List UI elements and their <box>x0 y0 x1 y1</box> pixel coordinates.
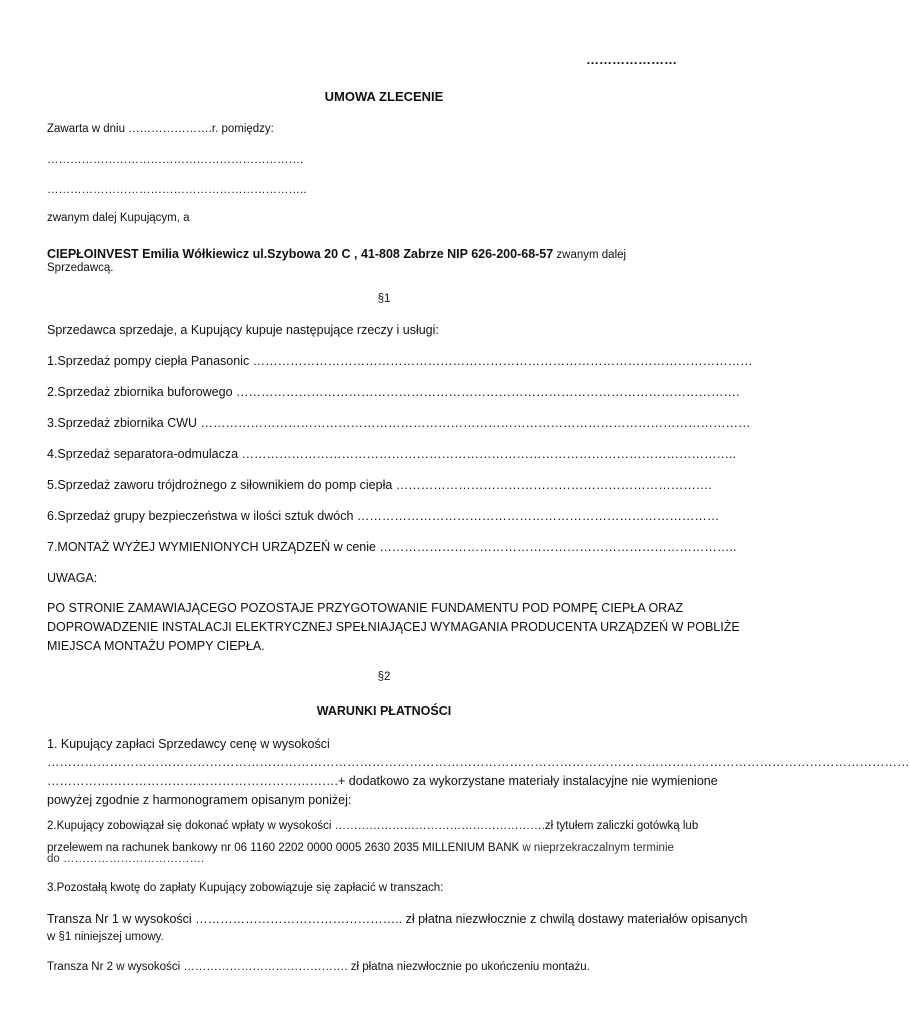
payment-p3: 3.Pozostałą kwotę do zapłaty Kupujący zobowiązuje się zapłacić w transzach: <box>47 882 444 894</box>
seller-name: CIEPŁOINVEST Emilia Wółkiewicz ul.Szybowa 20 C , 41-808 Zabrze NIP 626-200-68-57 <box>47 247 554 261</box>
deadline-text: w nieprzekraczalnym terminie <box>519 842 674 854</box>
note-line-3: MIEJSCA MONTAŻU POMPY CIEPŁA. <box>47 639 265 653</box>
section1-mark: §1 <box>377 293 391 305</box>
payment-p1-line-3: …………………………………………………………….+ dodatkowo za wykorzystane materiały instalacyjne nie wymienione <box>47 774 718 788</box>
seller-tail: zwanym dalej <box>553 249 627 261</box>
section2-mark: §2 <box>377 671 391 683</box>
list-item: 4.Sprzedaż separatora-odmulacza ……………………………………………………………………………………………………….. <box>47 447 736 461</box>
list-item: 2.Sprzedaż zbiornika buforowego …………………………………………………………………………………………………………. <box>47 385 740 399</box>
note-label: UWAGA: <box>47 571 98 585</box>
list-item: 7.MONTAŻ WYŻEJ WYMIENIONYCH URZĄDZEŃ w cenie ………………………………………………………………………….. <box>47 540 737 554</box>
list-item: 3.Sprzedaż zbiornika CWU …………………………………………………………………………………………………………………… <box>47 416 751 430</box>
payment-p2-line-3: do ………………………………. <box>47 853 205 865</box>
section2-heading: WARUNKI PŁATNOŚCI <box>316 704 452 718</box>
intro-blank-line-1: …………………………………………………………. <box>47 154 304 166</box>
intro-buyer-line: zwanym dalej Kupującym, a <box>47 212 190 224</box>
seller-line-2: Sprzedawcą. <box>47 262 114 274</box>
seller-line <box>47 244 626 263</box>
tranche-1-line-1: Transza Nr 1 w wysokości ………………………………………….. zł płatna niezwłocznie z chwilą dostawy materiałów opisanych <box>47 912 748 926</box>
bank-account-text: przelewem na rachunek bankowy nr 06 1160 2202 0000 0005 2630 2035 MILLENIUM BANK <box>47 842 520 854</box>
document-title: UMOWA ZLECENIE <box>324 89 444 104</box>
section1-heading: Sprzedawca sprzedaje, a Kupujący kupuje następujące rzeczy i usługi: <box>47 323 439 337</box>
note-line-1: PO STRONIE ZAMAWIAJĄCEGO POZOSTAJE PRZYGOTOWANIE FUNDAMENTU POD POMPĘ CIEPŁA ORAZ <box>47 601 684 615</box>
payment-p1-line-4: powyżej zgodnie z harmonogramem opisanym poniżej: <box>47 793 352 807</box>
intro-blank-line-2: ………………………………………………………….. <box>47 184 307 196</box>
payment-p1-line-2: ……………………………………………………………………………………………………………………………………………………………………………………… <box>47 755 910 769</box>
payment-p1-line-1: 1. Kupujący zapłaci Sprzedawcy cenę w wysokości <box>47 737 330 751</box>
top-dots: ………………… <box>586 52 677 67</box>
note-line-2: DOPROWADZENIE INSTALACJI ELEKTRYCZNEJ SPEŁNIAJĄCEJ WYMAGANIA PRODUCENTA URZĄDZEŃ W POBLIŻE <box>47 620 740 634</box>
list-item: 6.Sprzedaż grupy bezpieczeństwa w ilości sztuk dwóch …………………………………………………………………………… <box>47 509 720 523</box>
tranche-2: Transza Nr 2 w wysokości ……………………………………. zł płatna niezwłocznie po ukończeniu montażu. <box>47 961 590 973</box>
list-item: 1.Sprzedaż pompy ciepła Panasonic ………………………………………………………………………………………………………… <box>47 354 753 368</box>
list-item: 5.Sprzedaż zaworu trójdrożnego z siłownikiem do pomp ciepła …………………………………………………………………. <box>47 478 712 492</box>
intro-date-line: Zawarta w dniu ………………….r. pomiędzy: <box>47 123 274 135</box>
payment-p2-line-1: 2.Kupujący zobowiązał się dokonać wpłaty w wysokości ……………………………………………….zł tytułem zaliczki gotówką lub <box>47 820 699 832</box>
tranche-1-line-2: w §1 niniejszej umowy. <box>47 931 164 943</box>
